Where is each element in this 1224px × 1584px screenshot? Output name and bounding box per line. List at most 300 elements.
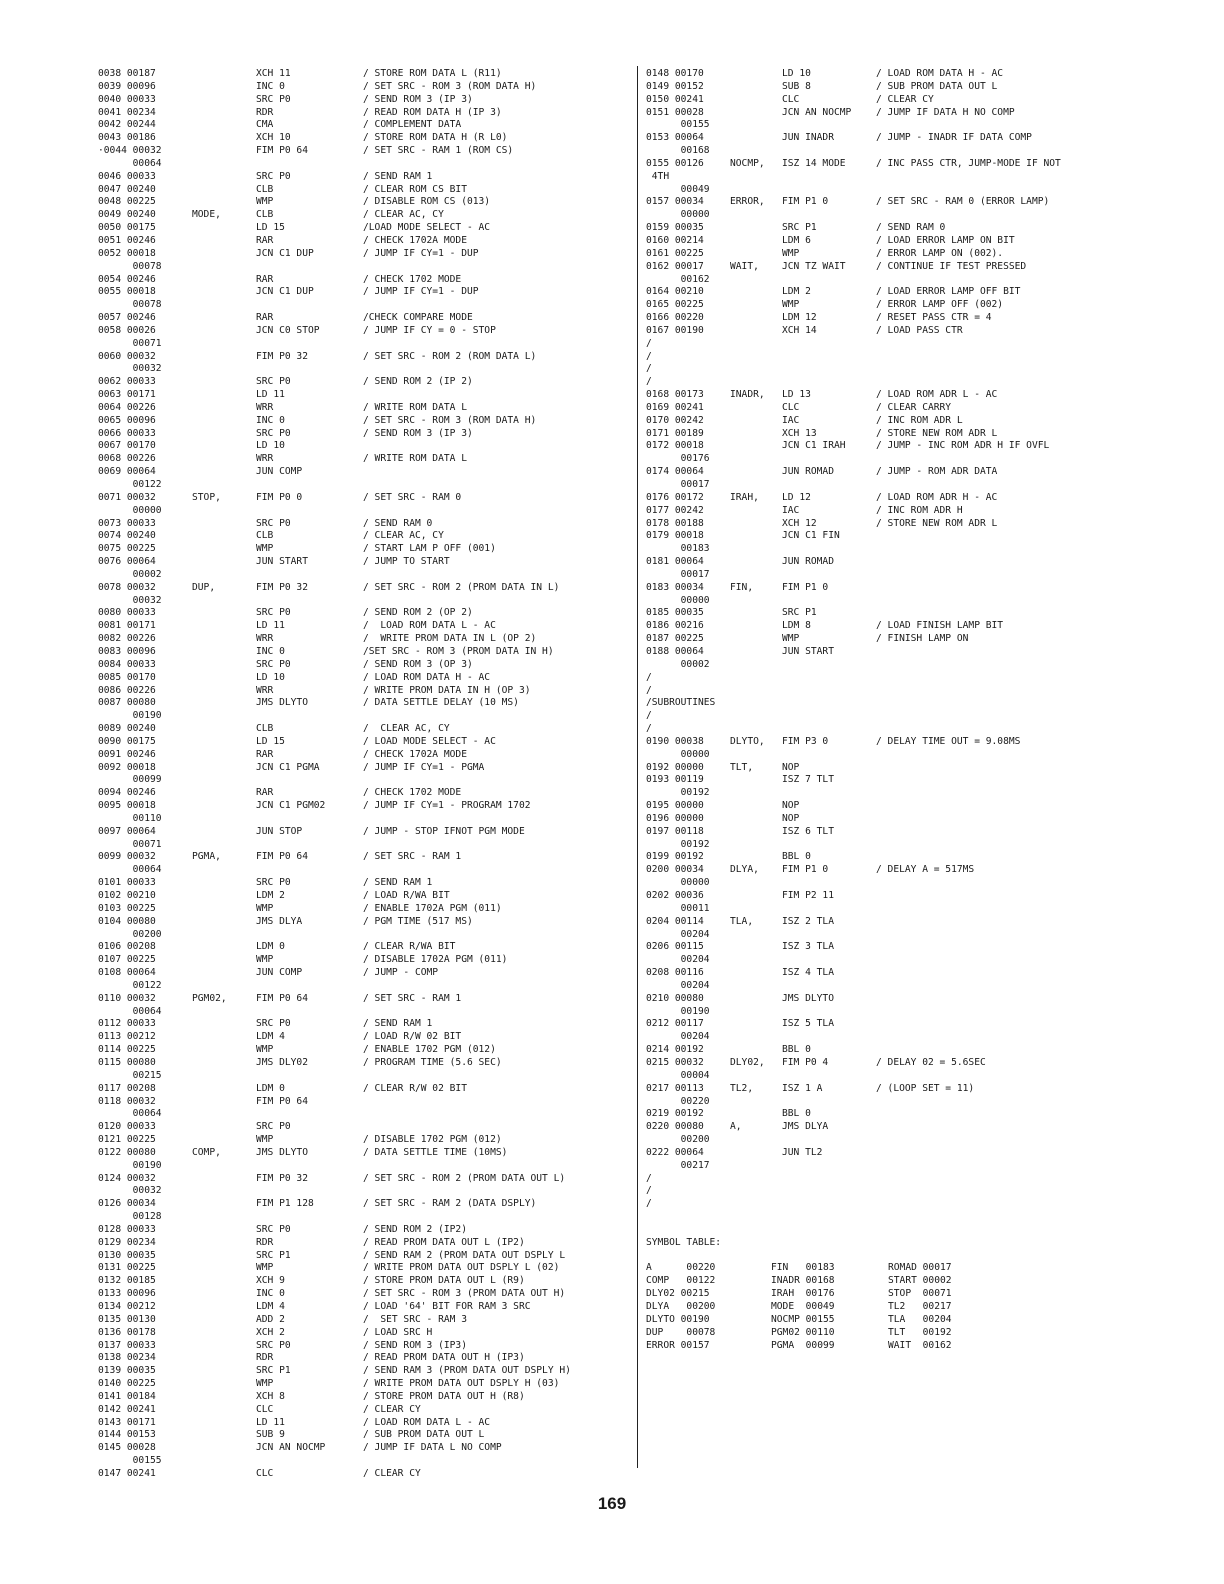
comment: / ENABLE 1702 PGM (012) (363, 1044, 496, 1056)
address-code: 0090 00175 (98, 735, 156, 747)
listing-line (98, 389, 628, 402)
address-code: 0102 00210 (98, 890, 156, 901)
instruction: SRC P0 (256, 658, 291, 670)
listing-line (646, 119, 1166, 132)
instruction: JCN C1 DUP (256, 247, 314, 259)
instruction: XCH 13 (782, 427, 817, 439)
address-code: 0039 00096 (98, 80, 156, 92)
listing-line (98, 299, 628, 312)
instruction: LD 10 (256, 671, 285, 683)
address-code: 0164 00210 (646, 286, 704, 298)
listing-line (646, 402, 1166, 415)
comment: / CLEAR AC, CY (363, 530, 444, 542)
address-code: 0222 00064 (646, 1146, 704, 1158)
symbol-entry: MODE 00049 (771, 1301, 835, 1312)
listing-line (98, 851, 628, 864)
label: DLYTO, (730, 735, 765, 747)
comment: / SET SRC - RAM 1 (ROM CS) (363, 145, 514, 157)
symbol-entry: DLYA 00200 (646, 1301, 716, 1312)
address-code: 00064 (98, 1005, 162, 1017)
address-code: 00011 (646, 902, 710, 914)
symbol-entry: DLY02 00215 (646, 1288, 710, 1300)
instruction: LDM 12 (782, 312, 817, 324)
comment: / STORE NEW ROM ADR L (876, 427, 998, 439)
listing-line (98, 1250, 628, 1263)
listing-line (646, 839, 1166, 852)
label: PGMA, (192, 851, 221, 863)
listing-line (646, 1147, 1166, 1160)
listing-line (646, 376, 1166, 389)
listing-line (98, 800, 628, 813)
address-code: 00176 (646, 453, 710, 465)
label: INADR, (730, 389, 765, 401)
symbol-table-row (646, 1288, 1166, 1301)
symbol-entry: DLYTO 00190 (646, 1313, 710, 1325)
right-listing-column (646, 68, 1166, 1352)
comment: / WRITE PROM DATA IN H (OP 3) (363, 684, 531, 696)
comment: / LOAD SRC H (363, 1326, 433, 1338)
label: NOCMP, (730, 157, 765, 169)
address-code: 0121 00225 (98, 1134, 156, 1146)
instruction: SRC P0 (256, 427, 291, 439)
comment: / LOAD PASS CTR (876, 324, 963, 336)
address-code: 00000 (646, 594, 710, 606)
listing-line (98, 1468, 628, 1481)
listing-line (98, 1121, 628, 1134)
listing-line (98, 723, 628, 736)
listing-line (646, 286, 1166, 299)
listing-line (98, 492, 628, 505)
listing-line (646, 890, 1166, 903)
address-code: 0215 00032 (646, 1056, 704, 1068)
listing-line (98, 1018, 628, 1031)
instruction: FIM P3 0 (782, 735, 829, 747)
address-code: 00204 (646, 954, 710, 966)
address-code: 0199 00192 (646, 851, 704, 863)
address-code: 00000 (98, 504, 162, 516)
address-code: 0167 00190 (646, 324, 704, 336)
address-code: 00032 (98, 1185, 162, 1197)
comment: / JUMP IF CY=1 - PGMA (363, 761, 485, 773)
address-code: 0038 00187 (98, 68, 156, 79)
listing-line (646, 530, 1166, 543)
address-code: 00049 (646, 183, 710, 195)
instruction: XCH 14 (782, 324, 817, 336)
address-code: 00192 (646, 787, 710, 799)
listing-line (98, 993, 628, 1006)
instruction: FIM P0 64 (256, 992, 308, 1004)
listing-line (646, 556, 1166, 569)
symbol-table-row (646, 1327, 1166, 1340)
listing-line (646, 158, 1166, 171)
instruction: JUN ROMAD (782, 466, 834, 478)
listing-line (646, 672, 1166, 685)
address-code: 0197 00118 (646, 825, 704, 837)
instruction: NOP (782, 761, 800, 773)
comment: / SEND RAM 1 (363, 1018, 433, 1030)
instruction: FIM P0 64 (256, 145, 308, 157)
instruction: LDM 6 (782, 234, 811, 246)
comment: / SEND RAM 2 (PROM DATA OUT DSPLY L (363, 1249, 566, 1261)
comment: / JUMP - STOP IFNOT PGM MODE (363, 825, 525, 837)
listing-line (646, 685, 1166, 698)
comment: / WRITE PROM DATA IN L (OP 2) (363, 633, 537, 645)
comment: / WRITE PROM DATA OUT DSPLY L (02) (363, 1262, 560, 1274)
address-code: 0092 00018 (98, 761, 156, 773)
address-code: 0186 00216 (646, 620, 704, 632)
comment: / SET SRC - ROM 2 (PROM DATA OUT L) (363, 1172, 566, 1184)
address-code: 00000 (646, 877, 710, 889)
instruction: RAR (256, 748, 274, 760)
comment: / SEND ROM 3 (IP 3) (363, 427, 473, 439)
address-code: 00204 (646, 928, 710, 940)
address-code: 0041 00234 (98, 106, 156, 118)
address-code: / (646, 710, 652, 722)
instruction: WMP (782, 247, 800, 259)
listing-line (646, 1211, 1166, 1224)
instruction: FIM P0 64 (256, 1095, 308, 1107)
comment: / CLEAR R/W 02 BIT (363, 1082, 467, 1094)
instruction: WMP (256, 954, 274, 966)
symbol-table-row (646, 1314, 1166, 1327)
address-code: 0115 00080 (98, 1056, 156, 1068)
listing-line (98, 582, 628, 595)
address-code: / (646, 376, 652, 388)
address-code: 0062 00033 (98, 376, 156, 388)
instruction: SRC P1 (782, 607, 817, 619)
listing-line (646, 132, 1166, 145)
instruction: JUN INADR (782, 132, 834, 144)
comment: / SET SRC - ROM 2 (ROM DATA L) (363, 350, 537, 362)
address-code: 0129 00234 (98, 1236, 156, 1248)
address-code: 0147 00241 (98, 1467, 156, 1479)
instruction: LDM 4 (256, 1301, 285, 1312)
instruction: XCH 12 (782, 517, 817, 529)
address-code: 0104 00080 (98, 915, 156, 927)
symbol-table-row (646, 1301, 1166, 1314)
listing-line (646, 312, 1166, 325)
comment: / JUMP TO START (363, 556, 450, 568)
listing-line (98, 813, 628, 826)
comment: / SET SRC - ROM 3 (ROM DATA H) (363, 414, 537, 426)
instruction: LDM 0 (256, 941, 285, 953)
comment: / SET SRC - ROM 3 (PROM DATA OUT H) (363, 1288, 566, 1300)
comment: / INC PASS CTR, JUMP-MODE IF NOT (876, 157, 1061, 169)
address-code: 0155 00126 (646, 157, 704, 169)
address-code: 0060 00032 (98, 350, 156, 362)
label: A, (730, 1121, 742, 1133)
comment: / SEND RAM 0 (363, 517, 433, 529)
address-code: 0212 00117 (646, 1018, 704, 1030)
address-code: 0078 00032 (98, 581, 156, 593)
listing-line (98, 749, 628, 762)
listing-line (98, 184, 628, 197)
address-code: 00168 (646, 145, 710, 157)
address-code: 0051 00246 (98, 234, 156, 246)
instruction: ADD 2 (256, 1313, 285, 1325)
listing-line (98, 826, 628, 839)
comment: / JUMP IF DATA H NO COMP (876, 106, 1015, 118)
instruction: SRC P0 (256, 877, 291, 889)
listing-line (646, 338, 1166, 351)
listing-line (98, 864, 628, 877)
listing-line (98, 710, 628, 723)
address-code: 00200 (98, 928, 162, 940)
listing-line (646, 980, 1166, 993)
instruction: SRC P0 (256, 170, 291, 182)
comment: / CHECK 1702 MODE (363, 273, 462, 285)
comment: / CLEAR ROM CS BIT (363, 183, 467, 195)
instruction: NOP (782, 812, 800, 824)
listing-line (98, 543, 628, 556)
address-code: 0192 00000 (646, 761, 704, 773)
column-divider (637, 66, 638, 1468)
listing-line (646, 1185, 1166, 1198)
comment: / STORE PROM DATA OUT H (R8) (363, 1390, 525, 1402)
comment: / SUB PROM DATA OUT L (876, 80, 998, 92)
address-code: 00064 (98, 1108, 162, 1120)
address-code: 0052 00018 (98, 247, 156, 259)
address-code: 00122 (98, 979, 162, 991)
listing-line (646, 1018, 1166, 1031)
instruction: JUN TL2 (782, 1146, 823, 1158)
instruction: FIM P0 0 (256, 491, 303, 503)
listing-line (98, 1096, 628, 1109)
address-code: 00122 (98, 479, 162, 490)
comment: / LOAD ERROR LAMP ON BIT (876, 234, 1015, 246)
instruction: INC 0 (256, 80, 285, 92)
listing-line (98, 440, 628, 453)
address-code: 0049 00240 (98, 209, 156, 221)
address-code: 0179 00018 (646, 530, 704, 542)
listing-line (98, 107, 628, 120)
instruction: LD 15 (256, 222, 285, 234)
page-number: 169 (597, 1494, 627, 1513)
comment: /CHECK COMPARE MODE (363, 312, 473, 324)
comment: / CLEAR CY (363, 1467, 421, 1479)
address-code: 0107 00225 (98, 954, 156, 966)
address-code: 00204 (646, 1031, 710, 1043)
label: IRAH, (730, 491, 759, 503)
symbol-table-row (646, 1340, 1166, 1353)
instruction: WMP (256, 1044, 274, 1056)
address-code: 00000 (646, 748, 710, 760)
address-code: 0055 00018 (98, 286, 156, 298)
address-code: 0095 00018 (98, 800, 156, 812)
listing-line (98, 1378, 628, 1391)
address-code: 0069 00064 (98, 466, 156, 478)
instruction: WRR (256, 401, 274, 413)
address-code: 0124 00032 (98, 1172, 156, 1184)
comment: / FINISH LAMP ON (876, 633, 969, 645)
address-code: 00071 (98, 337, 162, 349)
label: FIN, (730, 581, 754, 593)
comment: / SEND ROM 3 (OP 3) (363, 658, 473, 670)
listing-line (98, 697, 628, 710)
instruction: WMP (256, 196, 274, 208)
address-code: 0057 00246 (98, 312, 156, 324)
listing-line (98, 1173, 628, 1186)
listing-line (98, 1314, 628, 1327)
address-code: 0169 00241 (646, 401, 704, 413)
listing-line (646, 787, 1166, 800)
address-code: 0148 00170 (646, 68, 704, 79)
listing-line (646, 274, 1166, 287)
comment: / JUMP IF CY=1 - DUP (363, 247, 479, 259)
listing-line (98, 363, 628, 376)
address-code: 0210 00080 (646, 992, 704, 1004)
left-listing-column (98, 68, 628, 1481)
address-code: 00190 (98, 1159, 162, 1171)
instruction: CLB (256, 209, 274, 221)
address-code: 0091 00246 (98, 748, 156, 760)
address-code: 00099 (98, 774, 162, 786)
listing-line (98, 376, 628, 389)
instruction: JUN START (256, 556, 308, 568)
comment: / SEND ROM 2 (OP 2) (363, 607, 473, 619)
address-code: 0160 00214 (646, 234, 704, 246)
instruction: RDR (256, 1352, 274, 1364)
address-code: 0122 00080 (98, 1146, 156, 1158)
listing-line (646, 646, 1166, 659)
address-code: 0196 00000 (646, 812, 704, 824)
instruction: SUB 9 (256, 1429, 285, 1441)
instruction: LDM 8 (782, 620, 811, 632)
symbol-entry: NOCMP 00155 (771, 1313, 835, 1325)
address-code: 00078 (98, 299, 162, 311)
listing-line (646, 1031, 1166, 1044)
comment: / START LAM P OFF (001) (363, 543, 496, 555)
listing-line (98, 967, 628, 980)
listing-line (98, 607, 628, 620)
address-code: 0075 00225 (98, 543, 156, 555)
listing-line (98, 646, 628, 659)
instruction: JUN ROMAD (782, 556, 834, 568)
comment: / STORE ROM DATA L (R11) (363, 68, 502, 79)
listing-line (98, 980, 628, 993)
comment: / CLEAR AC, CY (363, 209, 444, 221)
address-code: 0067 00170 (98, 440, 156, 452)
listing-line (98, 839, 628, 852)
address-code: 00017 (646, 568, 710, 580)
listing-line (646, 723, 1166, 736)
comment: / INC ROM ADR H (876, 504, 963, 516)
listing-line (98, 1083, 628, 1096)
listing-line (98, 1429, 628, 1442)
address-code: 0176 00172 (646, 491, 704, 503)
comment: / DATA SETTLE DELAY (10 MS) (363, 697, 519, 709)
address-code: 0219 00192 (646, 1108, 704, 1120)
comment: / DELAY TIME OUT = 9.08MS (876, 735, 1021, 747)
address-code: 0140 00225 (98, 1378, 156, 1390)
address-code: 0141 00184 (98, 1390, 156, 1402)
listing-line (98, 595, 628, 608)
instruction: FIM P0 32 (256, 1172, 308, 1184)
listing-line (646, 196, 1166, 209)
comment: / JUMP IF CY=1 - DUP (363, 286, 479, 298)
symbol-entry: FIN 00183 (771, 1262, 835, 1274)
symbol-entry: TL2 00217 (888, 1301, 952, 1312)
instruction: JMS DLYA (256, 915, 303, 927)
comment: / DISABLE 1702A PGM (011) (363, 954, 508, 966)
listing-line (98, 1455, 628, 1468)
instruction: FIM P0 64 (256, 851, 308, 863)
address-code: / (646, 350, 652, 362)
listing-line (646, 351, 1166, 364)
instruction: INC 0 (256, 1288, 285, 1300)
address-code: 0188 00064 (646, 645, 704, 657)
listing-line (98, 1365, 628, 1378)
instruction: WMP (782, 633, 800, 645)
address-code: / (646, 1185, 652, 1197)
address-code: 0050 00175 (98, 222, 156, 234)
address-code: 0131 00225 (98, 1262, 156, 1274)
listing-line (646, 1083, 1166, 1096)
instruction: BBL 0 (782, 1108, 811, 1120)
listing-line (98, 466, 628, 479)
listing-line (646, 813, 1166, 826)
comment: / LOAD R/W 02 BIT (363, 1031, 462, 1043)
listing-line (98, 248, 628, 261)
listing-line (98, 81, 628, 94)
address-code: 0087 00080 (98, 697, 156, 709)
address-code: 0150 00241 (646, 93, 704, 105)
address-code: 0064 00226 (98, 401, 156, 413)
address-code: / (646, 363, 652, 375)
listing-line (646, 145, 1166, 158)
label: ERROR, (730, 196, 765, 208)
comment: / SEND RAM 1 (363, 170, 433, 182)
address-code: 0136 00178 (98, 1326, 156, 1338)
listing-line (646, 325, 1166, 338)
listing-line (98, 1340, 628, 1353)
listing-line (98, 158, 628, 171)
listing-line (98, 209, 628, 222)
address-code: 0204 00114 (646, 915, 704, 927)
instruction: SRC P0 (256, 517, 291, 529)
address-code: 0073 00033 (98, 517, 156, 529)
listing-line (98, 1417, 628, 1430)
address-code: / (646, 671, 652, 683)
address-code: 0047 00240 (98, 183, 156, 195)
instruction: JCN AN NOCMP (256, 1442, 326, 1454)
address-code: 0153 00064 (646, 132, 704, 144)
address-code: 00064 (98, 864, 162, 876)
listing-line (98, 415, 628, 428)
comment: / LOAD R/WA BIT (363, 890, 450, 901)
listing-line (98, 1006, 628, 1019)
comment: / DATA SETTLE TIME (10MS) (363, 1146, 508, 1158)
listing-line (646, 582, 1166, 595)
listing-line (646, 1121, 1166, 1134)
address-code: 0074 00240 (98, 530, 156, 542)
instruction: LD 13 (782, 389, 811, 401)
listing-line (98, 119, 628, 132)
listing-line (646, 633, 1166, 646)
listing-line (646, 518, 1166, 531)
instruction: RAR (256, 273, 274, 285)
instruction: SRC P1 (782, 222, 817, 234)
comment: / JUMP - COMP (363, 967, 439, 979)
address-code: 00190 (98, 710, 162, 722)
address-code: 0174 00064 (646, 466, 704, 478)
listing-line (98, 261, 628, 274)
address-code: 0099 00032 (98, 851, 156, 863)
comment: / JUMP IF DATA L NO COMP (363, 1442, 502, 1454)
comment: / CLEAR CARRY (876, 401, 952, 413)
address-code: 0171 00189 (646, 427, 704, 439)
address-code: 0112 00033 (98, 1018, 156, 1030)
